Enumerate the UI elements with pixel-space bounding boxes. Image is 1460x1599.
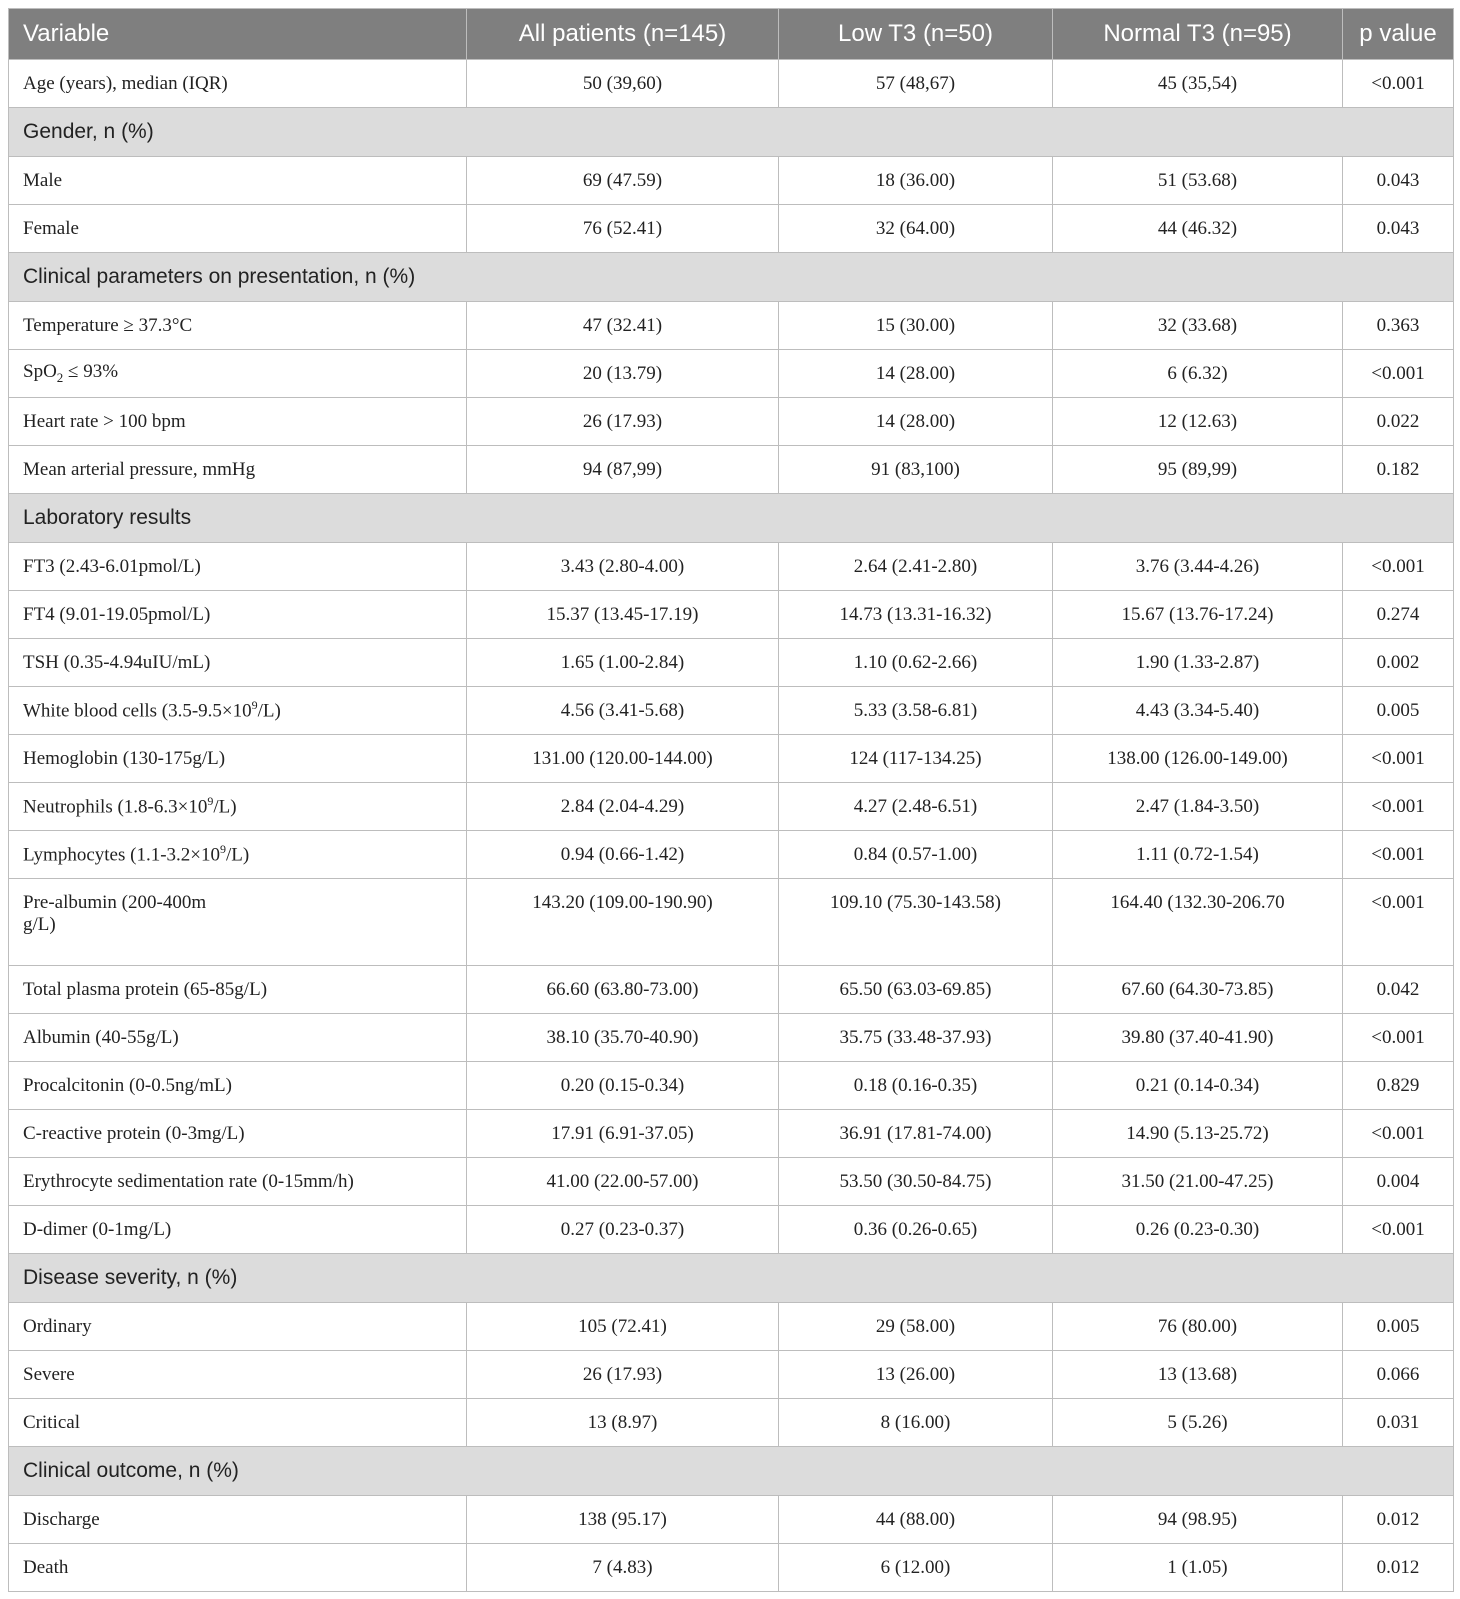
cell-normal: 1.11 (0.72-1.54) <box>1053 831 1343 879</box>
table-row-death <box>9 1544 1454 1592</box>
cell-all: 20 (13.79) <box>467 350 779 398</box>
cell-low: 124 (117-134.25) <box>779 735 1053 783</box>
table-row-critical <box>9 1399 1454 1447</box>
section-row-lab <box>9 494 1454 543</box>
cell-variable <box>9 687 467 735</box>
label-text: Lymphocytes (1.1-3.2×10 <box>23 844 220 866</box>
cell-normal: 67.60 (64.30-73.85) <box>1053 966 1343 1014</box>
cell-normal: 2.47 (1.84-3.50) <box>1053 783 1343 831</box>
cell-variable <box>9 879 467 966</box>
cell-low: 65.50 (63.03-69.85) <box>779 966 1053 1014</box>
cell-normal: 94 (98.95) <box>1053 1496 1343 1544</box>
patient-characteristics-table <box>8 8 1454 1592</box>
label-text: /L) <box>213 796 237 818</box>
cell-p: 0.012 <box>1343 1496 1454 1544</box>
cell-all: 0.27 (0.23-0.37) <box>467 1206 779 1254</box>
cell-low: 44 (88.00) <box>779 1496 1053 1544</box>
header-normal-t3: Normal T3 (n=95) <box>1053 9 1343 60</box>
header-all-patients: All patients (n=145) <box>467 9 779 60</box>
section-row-gender <box>9 108 1454 157</box>
cell-variable: D-dimer (0-1mg/L) <box>9 1206 467 1254</box>
cell-normal: 0.26 (0.23-0.30) <box>1053 1206 1343 1254</box>
table-row-male <box>9 157 1454 205</box>
table-row-tsh <box>9 639 1454 687</box>
cell-variable: Heart rate > 100 bpm <box>9 398 467 446</box>
cell-all: 3.43 (2.80-4.00) <box>467 543 779 591</box>
table-row-heart-rate <box>9 398 1454 446</box>
cell-normal: 39.80 (37.40-41.90) <box>1053 1014 1343 1062</box>
cell-variable: C-reactive protein (0-3mg/L) <box>9 1110 467 1158</box>
cell-low: 57 (48,67) <box>779 60 1053 108</box>
cell-all: 4.56 (3.41-5.68) <box>467 687 779 735</box>
cell-p: <0.001 <box>1343 543 1454 591</box>
cell-p: <0.001 <box>1343 831 1454 879</box>
cell-p: <0.001 <box>1343 879 1454 966</box>
cell-all: 50 (39,60) <box>467 60 779 108</box>
cell-all: 26 (17.93) <box>467 1351 779 1399</box>
cell-p: <0.001 <box>1343 1014 1454 1062</box>
cell-low: 4.27 (2.48-6.51) <box>779 783 1053 831</box>
table-row-procalcitonin <box>9 1062 1454 1110</box>
cell-p: 0.829 <box>1343 1062 1454 1110</box>
cell-low: 91 (83,100) <box>779 446 1053 494</box>
cell-p: 0.043 <box>1343 157 1454 205</box>
section-title: Disease severity, n (%) <box>9 1254 1454 1303</box>
cell-normal: 14.90 (5.13-25.72) <box>1053 1110 1343 1158</box>
cell-all: 41.00 (22.00-57.00) <box>467 1158 779 1206</box>
cell-all: 66.60 (63.80-73.00) <box>467 966 779 1014</box>
section-title: Clinical outcome, n (%) <box>9 1447 1454 1496</box>
cell-low: 32 (64.00) <box>779 205 1053 253</box>
table-row-ft3 <box>9 543 1454 591</box>
cell-normal: 1 (1.05) <box>1053 1544 1343 1592</box>
cell-all: 143.20 (109.00-190.90) <box>467 879 779 966</box>
cell-p: <0.001 <box>1343 60 1454 108</box>
cell-p: <0.001 <box>1343 1206 1454 1254</box>
cell-p: <0.001 <box>1343 1110 1454 1158</box>
label-subscript: 2 <box>56 369 64 385</box>
cell-normal: 138.00 (126.00-149.00) <box>1053 735 1343 783</box>
cell-low: 14 (28.00) <box>779 398 1053 446</box>
label-text: /L) <box>257 700 281 722</box>
table-row-esr <box>9 1158 1454 1206</box>
cell-low: 15 (30.00) <box>779 302 1053 350</box>
table-row-temperature <box>9 302 1454 350</box>
section-title: Laboratory results <box>9 494 1454 543</box>
cell-normal: 45 (35,54) <box>1053 60 1343 108</box>
cell-variable: Death <box>9 1544 467 1592</box>
table-row-total-protein <box>9 966 1454 1014</box>
cell-normal: 12 (12.63) <box>1053 398 1343 446</box>
cell-variable: Mean arterial pressure, mmHg <box>9 446 467 494</box>
cell-low: 13 (26.00) <box>779 1351 1053 1399</box>
cell-variable: Critical <box>9 1399 467 1447</box>
cell-all: 131.00 (120.00-144.00) <box>467 735 779 783</box>
cell-variable: Age (years), median (IQR) <box>9 60 467 108</box>
cell-p: <0.001 <box>1343 783 1454 831</box>
cell-normal: 6 (6.32) <box>1053 350 1343 398</box>
label-text: /L) <box>226 844 250 866</box>
cell-variable: Female <box>9 205 467 253</box>
header-p-value: p value <box>1343 9 1454 60</box>
cell-p: 0.042 <box>1343 966 1454 1014</box>
cell-normal: 31.50 (21.00-47.25) <box>1053 1158 1343 1206</box>
cell-p: 0.043 <box>1343 205 1454 253</box>
label-superscript: 9 <box>207 794 214 809</box>
cell-normal: 1.90 (1.33-2.87) <box>1053 639 1343 687</box>
section-title: Gender, n (%) <box>9 108 1454 157</box>
cell-low: 1.10 (0.62-2.66) <box>779 639 1053 687</box>
header-row <box>9 9 1454 60</box>
cell-low: 29 (58.00) <box>779 1303 1053 1351</box>
cell-low: 0.84 (0.57-1.00) <box>779 831 1053 879</box>
cell-low: 18 (36.00) <box>779 157 1053 205</box>
section-row-outcome <box>9 1447 1454 1496</box>
cell-low: 109.10 (75.30-143.58) <box>779 879 1053 966</box>
cell-variable: Hemoglobin (130-175g/L) <box>9 735 467 783</box>
cell-low: 36.91 (17.81-74.00) <box>779 1110 1053 1158</box>
cell-normal: 32 (33.68) <box>1053 302 1343 350</box>
cell-all: 13 (8.97) <box>467 1399 779 1447</box>
table-row-map <box>9 446 1454 494</box>
label-text: SpO <box>23 361 57 383</box>
cell-p: 0.005 <box>1343 687 1454 735</box>
cell-all: 2.84 (2.04-4.29) <box>467 783 779 831</box>
cell-low: 35.75 (33.48-37.93) <box>779 1014 1053 1062</box>
cell-p: 0.274 <box>1343 591 1454 639</box>
cell-variable <box>9 350 467 398</box>
cell-p: <0.001 <box>1343 350 1454 398</box>
cell-all: 0.20 (0.15-0.34) <box>467 1062 779 1110</box>
cell-normal: 44 (46.32) <box>1053 205 1343 253</box>
cell-p: 0.363 <box>1343 302 1454 350</box>
cell-normal: 4.43 (3.34-5.40) <box>1053 687 1343 735</box>
cell-normal: 51 (53.68) <box>1053 157 1343 205</box>
cell-low: 0.36 (0.26-0.65) <box>779 1206 1053 1254</box>
cell-low: 0.18 (0.16-0.35) <box>779 1062 1053 1110</box>
cell-variable <box>9 783 467 831</box>
table-row-crp <box>9 1110 1454 1158</box>
cell-all: 47 (32.41) <box>467 302 779 350</box>
cell-p: 0.031 <box>1343 1399 1454 1447</box>
table-row-neutrophils <box>9 783 1454 831</box>
table-row-hemoglobin <box>9 735 1454 783</box>
cell-low: 14.73 (13.31-16.32) <box>779 591 1053 639</box>
cell-all: 26 (17.93) <box>467 398 779 446</box>
cell-all: 69 (47.59) <box>467 157 779 205</box>
cell-normal: 5 (5.26) <box>1053 1399 1343 1447</box>
label-text: Neutrophils (1.8-6.3×10 <box>23 796 208 818</box>
cell-variable: Temperature ≥ 37.3°C <box>9 302 467 350</box>
cell-all: 0.94 (0.66-1.42) <box>467 831 779 879</box>
cell-variable: Male <box>9 157 467 205</box>
cell-normal: 95 (89,99) <box>1053 446 1343 494</box>
cell-all: 105 (72.41) <box>467 1303 779 1351</box>
cell-low: 53.50 (30.50-84.75) <box>779 1158 1053 1206</box>
cell-p: 0.066 <box>1343 1351 1454 1399</box>
cell-low: 6 (12.00) <box>779 1544 1053 1592</box>
cell-p: 0.004 <box>1343 1158 1454 1206</box>
cell-variable: Erythrocyte sedimentation rate (0-15mm/h) <box>9 1158 467 1206</box>
header-variable: Variable <box>9 9 467 60</box>
table-row-ft4 <box>9 591 1454 639</box>
label-superscript: 9 <box>251 698 258 713</box>
cell-all: 1.65 (1.00-2.84) <box>467 639 779 687</box>
cell-p: 0.012 <box>1343 1544 1454 1592</box>
cell-normal: 164.40 (132.30-206.70 <box>1053 879 1343 966</box>
cell-low: 5.33 (3.58-6.81) <box>779 687 1053 735</box>
label-superscript: 9 <box>220 842 226 857</box>
cell-all: 38.10 (35.70-40.90) <box>467 1014 779 1062</box>
table-row-prealbumin <box>9 879 1454 966</box>
table-row-spo2 <box>9 350 1454 398</box>
table-row-age <box>9 60 1454 108</box>
cell-all: 94 (87,99) <box>467 446 779 494</box>
section-row-severity <box>9 1254 1454 1303</box>
cell-low: 8 (16.00) <box>779 1399 1053 1447</box>
cell-variable: Total plasma protein (65-85g/L) <box>9 966 467 1014</box>
cell-normal: 3.76 (3.44-4.26) <box>1053 543 1343 591</box>
cell-normal: 13 (13.68) <box>1053 1351 1343 1399</box>
label-line: g/L) <box>23 914 56 935</box>
cell-p: 0.182 <box>1343 446 1454 494</box>
table-row-ddimer <box>9 1206 1454 1254</box>
data-table-wrapper <box>8 8 1453 1592</box>
cell-variable: Severe <box>9 1351 467 1399</box>
header-low-t3: Low T3 (n=50) <box>779 9 1053 60</box>
cell-variable: Ordinary <box>9 1303 467 1351</box>
section-row-clinical <box>9 253 1454 302</box>
cell-all: 17.91 (6.91-37.05) <box>467 1110 779 1158</box>
cell-p: 0.002 <box>1343 639 1454 687</box>
label-text: White blood cells (3.5-9.5×10 <box>23 700 252 722</box>
cell-p: 0.022 <box>1343 398 1454 446</box>
section-title: Clinical parameters on presentation, n (%) <box>9 253 1454 302</box>
cell-normal: 0.21 (0.14-0.34) <box>1053 1062 1343 1110</box>
table-row-lymphocytes <box>9 831 1454 879</box>
table-row-wbc <box>9 687 1454 735</box>
table-row-discharge <box>9 1496 1454 1544</box>
cell-variable: TSH (0.35-4.94uIU/mL) <box>9 639 467 687</box>
table-row-ordinary <box>9 1303 1454 1351</box>
cell-variable: Albumin (40-55g/L) <box>9 1014 467 1062</box>
cell-variable: Discharge <box>9 1496 467 1544</box>
cell-all: 7 (4.83) <box>467 1544 779 1592</box>
cell-variable <box>9 831 467 879</box>
cell-p: 0.005 <box>1343 1303 1454 1351</box>
cell-all: 76 (52.41) <box>467 205 779 253</box>
table-row-female <box>9 205 1454 253</box>
cell-low: 2.64 (2.41-2.80) <box>779 543 1053 591</box>
table-row-severe <box>9 1351 1454 1399</box>
cell-variable: Procalcitonin (0-0.5ng/mL) <box>9 1062 467 1110</box>
label-text: ≤ 93% <box>63 361 119 383</box>
cell-p: <0.001 <box>1343 735 1454 783</box>
label-line: Pre-albumin (200-400m <box>23 892 207 913</box>
cell-variable: FT4 (9.01-19.05pmol/L) <box>9 591 467 639</box>
cell-normal: 76 (80.00) <box>1053 1303 1343 1351</box>
cell-all: 138 (95.17) <box>467 1496 779 1544</box>
cell-variable: FT3 (2.43-6.01pmol/L) <box>9 543 467 591</box>
table-row-albumin <box>9 1014 1454 1062</box>
cell-normal: 15.67 (13.76-17.24) <box>1053 591 1343 639</box>
cell-all: 15.37 (13.45-17.19) <box>467 591 779 639</box>
cell-low: 14 (28.00) <box>779 350 1053 398</box>
